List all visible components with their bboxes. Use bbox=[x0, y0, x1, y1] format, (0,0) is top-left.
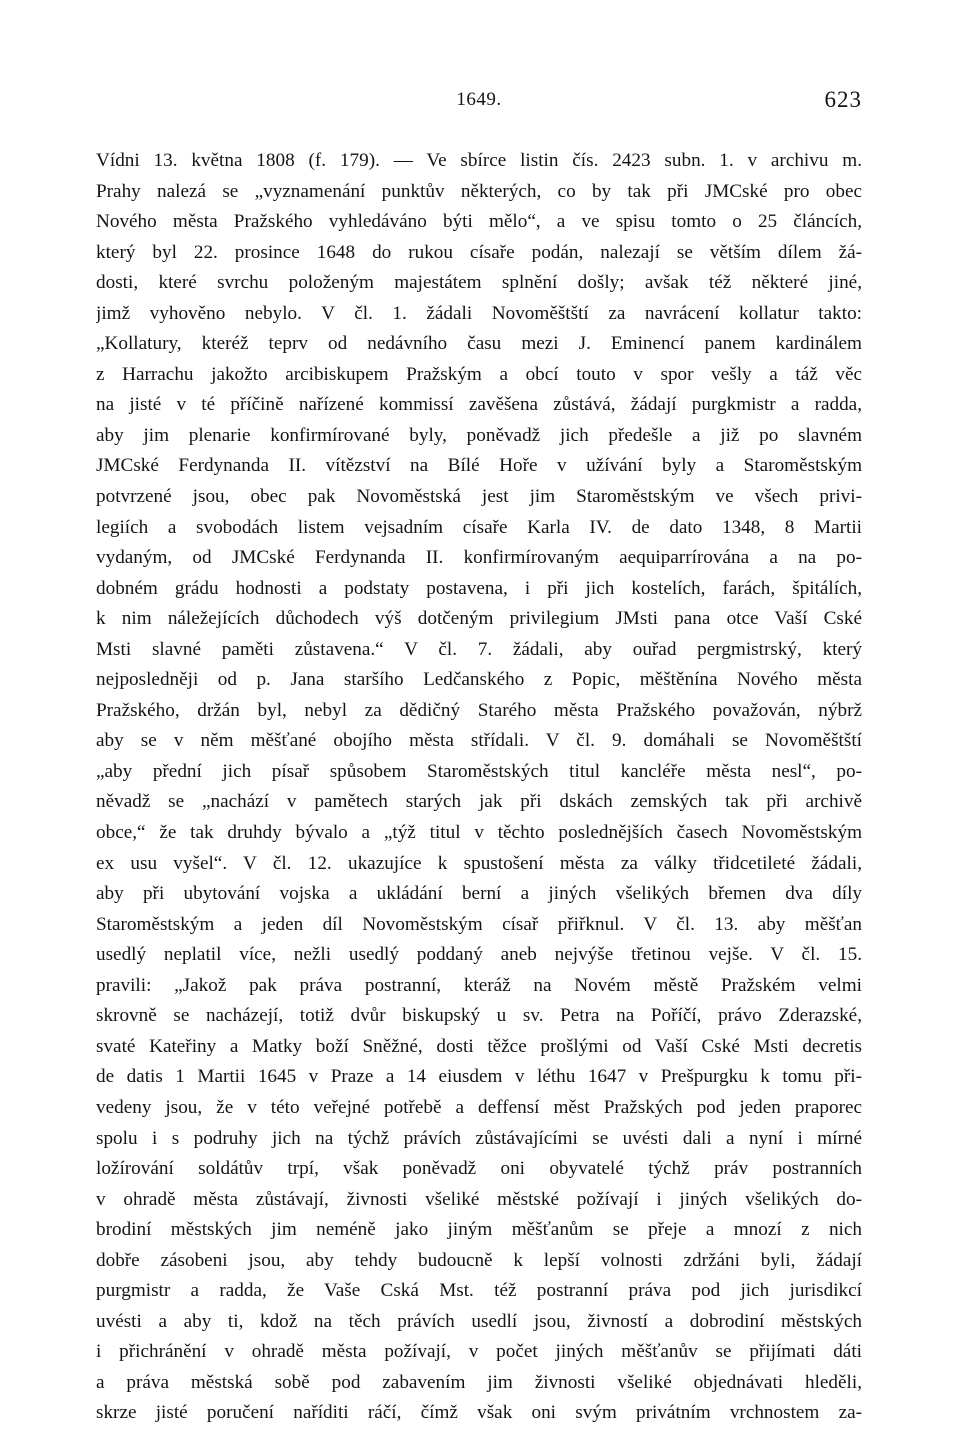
text-line: Msti slavné paměti zůstavena.“ V čl. 7. žádali, aby ouřad pergmistrský, který bbox=[96, 638, 862, 660]
text-line: JMCské Ferdynanda II. vítězství na Bílé Hoře v užívání byly a Staroměstským bbox=[96, 455, 862, 477]
text-line: „aby přední jich písař spůsobem Staroměstských titul kancléře města nesl“, po- bbox=[96, 760, 862, 782]
page-header bbox=[96, 89, 862, 119]
text-line: k nim náležejících důchodech výš dotčeným privilegium JMsti pana otce Vaší Cské bbox=[96, 608, 862, 630]
text-line: de datis 1 Martii 1645 v Praze a 14 eiusdem v léthu 1647 v Prešpurgku k tomu při- bbox=[96, 1066, 862, 1088]
text-line: Pražského, držán byl, nebyl za dědičný Starého města Pražského považován, nýbrž bbox=[96, 699, 862, 721]
text-line: legiích a svobodách listem vejsadním císaře Karla IV. de dato 1348, 8 Martii bbox=[96, 516, 862, 538]
body-text bbox=[96, 146, 862, 1429]
text-line: usedlý neplatil více, nežli usedlý poddaný aneb nejvýše třetinou vejše. V čl. 15. bbox=[96, 944, 862, 966]
text-line: skrze jisté poručení naříditi ráčí, čímž však oni svým privátním vrchnostem za- bbox=[96, 1402, 862, 1424]
text-line: vydaným, od JMCské Ferdynanda II. konfirmírovaným aequiparrírována a na po- bbox=[96, 547, 862, 569]
text-line: něvadž se „nachází v pamětech starých jak při dskách zemských tak při archivě bbox=[96, 791, 862, 813]
text-line: potvrzené jsou, obec pak Novoměstská jest jim Staroměstským ve všech privi- bbox=[96, 486, 862, 508]
text-line: jimž vyhověno nebylo. V čl. 1. žádali Novoměštští za navrácení kollatur takto: bbox=[96, 302, 862, 324]
text-line: i přichránění v ohradě města požívají, v počet jiných měšťanův se přijímati dáti bbox=[96, 1341, 862, 1363]
text-line: Prahy nalezá se „vyznamenání punktův některých, co by tak při JMCské pro obec bbox=[96, 180, 862, 202]
text-line: Staroměstským a jeden díl Novoměstským císař přiřknul. V čl. 13. aby měšťan bbox=[96, 913, 862, 935]
text-line: dobře zásobeni jsou, aby tehdy budoucně k lepší volnosti zdržáni byli, žádají bbox=[96, 1249, 862, 1271]
text-line: ex usu vyšel“. V čl. 12. ukazujíce k spustošení města za války třidcetileté žádali, bbox=[96, 852, 862, 874]
text-line: obce,“ že tak druhdy bývalo a „týž titul v těchto posledněјších časech Novoměstským bbox=[96, 822, 862, 844]
text-line: aby jim plenarie konfirmírované byly, poněvadž jich předešle a již po slavném bbox=[96, 424, 862, 446]
text-line: Vídni 13. května 1808 (f. 179). — Ve sbírce listin čís. 2423 subn. 1. v archivu m. bbox=[96, 150, 862, 171]
text-line: aby při ubytování vojska a ukládání berní a jiných všelikých břemen dva díly bbox=[96, 883, 862, 905]
text-line: aby se v něm měšťané obojího města střídali. V čl. 9. domáhali se Novoměštští bbox=[96, 730, 862, 752]
text-line: svaté Kateřiny a Matky boží Sněžné, dosti těžce prošlými od Vaší Cské Msti decretis bbox=[96, 1035, 862, 1057]
text-line: dobném grádu hodnosti a podstaty postavena, i při jich kostelích, farách, špitálích, bbox=[96, 577, 862, 599]
text-line: v ohradě města zůstávají, živnosti všeliké městské požívají i jiných všelikých do- bbox=[96, 1188, 862, 1210]
text-line: ložírování soldátův trpí, však poněvadž oni obyvatelé týchž práv postranních bbox=[96, 1158, 862, 1180]
text-line: uvésti a aby ti, kdož na těch právích usedlí jsou, živností a dobrodiní městských bbox=[96, 1310, 862, 1332]
text-line: brodiní městských jim neméně jako jiným měšťanům se přeje a mnozí z nich bbox=[96, 1219, 862, 1241]
text-line: který byl 22. prosince 1648 do rukou císaře podán, nalezají se větším dílem žá- bbox=[96, 241, 862, 263]
text-line: na jisté v té příčině nařízené kommissí zavěšena zůstává, žádají purgkmistr a radda, bbox=[96, 394, 862, 416]
text-line: spolu i s podruhy jich na týchž právích zůstávajícími se uvésti dali a nyní i mírné bbox=[96, 1127, 862, 1149]
text-line: skrovně se nacházejí, totiž dvůr biskupský u sv. Petra na Poříčí, právo Zderazské, bbox=[96, 1005, 862, 1027]
text-line: Nového města Pražského vyhledáváno býti mělo“, a ve spisu tomto o 25 článcích, bbox=[96, 211, 862, 233]
page-header-year: 1649. bbox=[456, 89, 502, 110]
text-line: „Kollatury, kteréž teprv od nedávního času mezi J. Eminencí panem kardinálem bbox=[96, 333, 862, 355]
text-line: dosti, které svrchu položeným majestátem splnění došly; avšak též některé jiné, bbox=[96, 272, 862, 294]
text-line: z Harrachu jakožto arcibiskupem Pražským a obcí touto v spor vešly a táž věc bbox=[96, 363, 862, 385]
text-line: vedeny jsou, že v této veřejné potřebě a deffensí měst Pražských pod jeden praporec bbox=[96, 1096, 862, 1118]
text-line: a práva městská sobě pod zabavením jim živnosti všeliké objednávati hleděli, bbox=[96, 1371, 862, 1393]
text-line: pravili: „Jakož pak práva postranní, kteráž na Novém městě Pražském velmi bbox=[96, 974, 862, 996]
text-line: purgmistr a radda, že Vaše Cská Mst. též postranní práva pod jich jurisdikcí bbox=[96, 1280, 862, 1302]
text-line: nejposledněji od p. Jana staršího Ledčanského z Popic, měštěnína Nového města bbox=[96, 669, 862, 691]
page-number: 623 bbox=[824, 87, 862, 112]
